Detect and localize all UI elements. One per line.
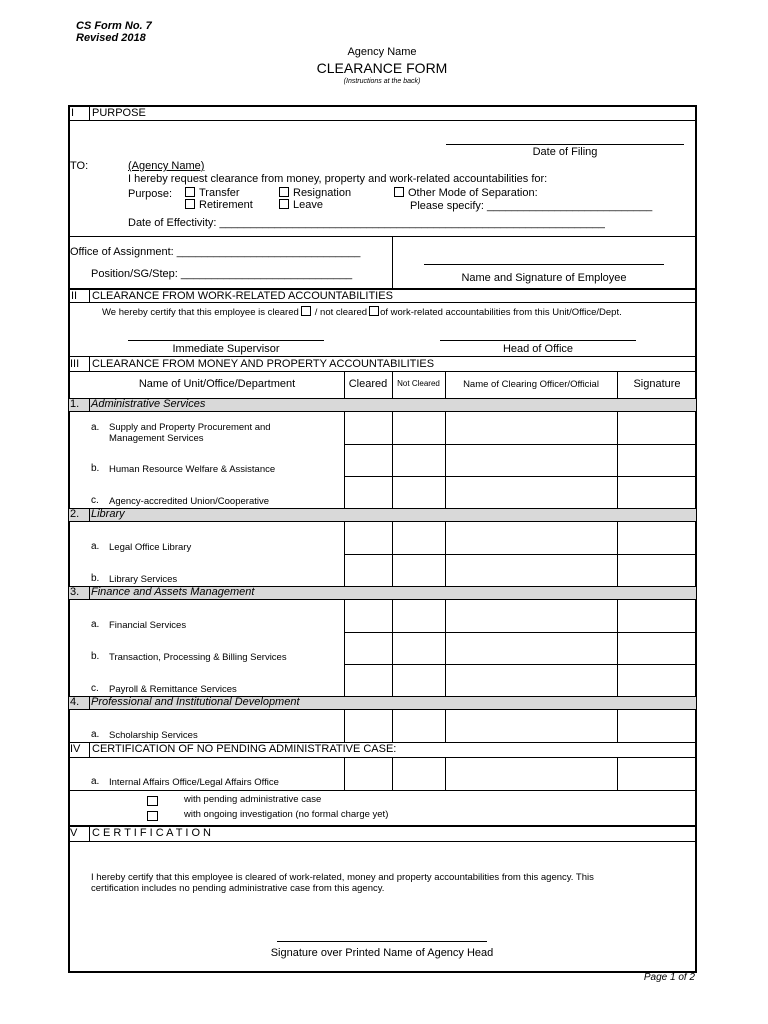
- office-of-assignment-field[interactable]: Office of Assignment: ______________________________: [70, 246, 361, 258]
- immediate-supervisor-label: Immediate Supervisor: [172, 343, 280, 355]
- date-of-filing-label: Date of Filing: [532, 146, 598, 158]
- option-transfer[interactable]: [185, 187, 240, 199]
- checkbox-icon: [279, 199, 289, 209]
- section-4-number: IV: [70, 743, 81, 755]
- group-4-number: 4.: [70, 696, 80, 708]
- item-3a-label: Financial Services: [109, 620, 187, 631]
- group-3-title: Finance and Assets Management: [91, 586, 255, 598]
- form-revision: Revised 2018: [76, 32, 146, 44]
- column-not-cleared-header: Not Cleared: [397, 379, 440, 388]
- head-of-office-label: Head of Office: [502, 343, 574, 355]
- certify-text-c: of work-related accountabilities from this Unit/Office/Dept.: [380, 307, 622, 318]
- option-resignation[interactable]: [279, 187, 351, 199]
- ongoing-investigation-label: with ongoing investigation (no formal charge yet): [184, 809, 389, 820]
- item-4a-letter: a.: [91, 729, 100, 740]
- checkbox-icon: [185, 199, 195, 209]
- employee-signature-label: Name and Signature of Employee: [461, 272, 627, 284]
- group-1-number: 1.: [70, 398, 80, 410]
- section-1-title: PURPOSE: [92, 107, 146, 119]
- position-sg-step-field[interactable]: Position/SG/Step: ____________________________: [91, 268, 353, 280]
- section-1-number: I: [71, 107, 75, 119]
- group-3-number: 3.: [70, 586, 80, 598]
- not-cleared-checkbox[interactable]: [369, 306, 379, 316]
- column-signature-header: Signature: [633, 378, 681, 390]
- option-resignation-label: Resignation: [293, 187, 352, 199]
- group-2-title: Library: [91, 508, 125, 520]
- option-other[interactable]: [394, 187, 538, 199]
- item-1c-label: Agency-accredited Union/Cooperative: [109, 496, 270, 507]
- column-officer-header: Name of Clearing Officer/Official: [463, 379, 599, 390]
- option-transfer-label: Transfer: [199, 187, 240, 199]
- checkbox-icon: [279, 187, 289, 197]
- to-label: TO:: [70, 160, 89, 172]
- option-other-label: Other Mode of Separation:: [408, 187, 538, 199]
- item-2b-label: Library Services: [109, 574, 178, 585]
- section-2-number: II: [71, 290, 78, 302]
- request-text: I hereby request clearance from money, property and work-related accountabilities for:: [128, 173, 548, 185]
- pending-case-label: with pending administrative case: [184, 794, 322, 805]
- item-3c-label: Payroll & Remittance Services: [109, 684, 237, 695]
- option-leave-label: Leave: [293, 199, 323, 211]
- item-2a-label: Legal Office Library: [109, 542, 192, 553]
- item-2a-letter: a.: [91, 541, 100, 552]
- column-unit-header: Name of Unit/Office/Department: [138, 378, 296, 390]
- item-3c-letter: c.: [91, 683, 99, 694]
- option-retirement-label: Retirement: [199, 199, 253, 211]
- certification-text-line1: I hereby certify that this employee is cleared of work-related, money and property accountabilities from this agency. This: [91, 872, 594, 883]
- section-5-number: V: [70, 827, 78, 839]
- agency-head-signature-label: Signature over Printed Name of Agency Head: [270, 947, 494, 959]
- checkbox-icon: [394, 187, 404, 197]
- ongoing-investigation-checkbox[interactable]: [147, 811, 158, 821]
- item-3b-letter: b.: [91, 651, 100, 662]
- cleared-checkbox[interactable]: [301, 306, 311, 316]
- section-3-number: III: [70, 358, 80, 370]
- section-4-title: CERTIFICATION OF NO PENDING ADMINISTRATIVE CASE:: [92, 743, 397, 755]
- certify-text-b: / not cleared: [314, 307, 368, 318]
- purpose-label: Purpose:: [128, 188, 173, 200]
- item-4a-label: Scholarship Services: [109, 730, 198, 741]
- certify-text-a: We hereby certify that this employee is cleared: [102, 307, 299, 318]
- group-1-title: Administrative Services: [91, 398, 206, 410]
- page-number: Page 1 of 2: [643, 972, 695, 983]
- please-specify-field[interactable]: Please specify: ___________________________: [410, 200, 653, 212]
- agency-name: Agency Name: [347, 46, 417, 58]
- to-agency-name: (Agency Name): [128, 160, 205, 172]
- section-2-title: CLEARANCE FROM WORK-RELATED ACCOUNTABILITIES: [92, 290, 393, 302]
- option-retirement[interactable]: [185, 199, 253, 211]
- item-2b-letter: b.: [91, 573, 100, 584]
- pending-case-checkbox[interactable]: [147, 796, 158, 806]
- item-1a-label-line2: Management Services: [109, 433, 204, 444]
- work-certify-text: [102, 306, 622, 318]
- item-1b-letter: b.: [91, 463, 100, 474]
- section-5-title: C E R T I F I C A T I O N: [92, 827, 211, 839]
- date-of-effectivity-field[interactable]: Date of Effectivity: _______________________________________________________________: [128, 217, 605, 229]
- option-leave[interactable]: [279, 199, 323, 211]
- item-3b-label: Transaction, Processing & Billing Services: [109, 652, 287, 663]
- item-3a-letter: a.: [91, 619, 100, 630]
- group-4-title: Professional and Institutional Development: [91, 696, 300, 708]
- checkbox-icon: [185, 187, 195, 197]
- page-title: CLEARANCE FORM: [316, 60, 448, 76]
- item-4-label: Internal Affairs Office/Legal Affairs Office: [109, 777, 279, 788]
- form-number: CS Form No. 7: [76, 20, 152, 32]
- item-1a-label: Supply and Property Procurement and: [109, 422, 271, 433]
- instructions-note: (Instructions at the back): [343, 78, 421, 85]
- section-3-title: CLEARANCE FROM MONEY AND PROPERTY ACCOUNTABILITIES: [92, 358, 435, 370]
- column-cleared-header: Cleared: [348, 378, 388, 390]
- group-2-number: 2.: [70, 508, 80, 520]
- certification-text-line2: certification includes no pending administrative case from this agency.: [91, 883, 385, 894]
- item-1b-label: Human Resource Welfare & Assistance: [109, 464, 276, 475]
- item-1c-letter: c.: [91, 495, 99, 506]
- item-4-letter: a.: [91, 776, 100, 787]
- item-1a-letter: a.: [91, 422, 100, 433]
